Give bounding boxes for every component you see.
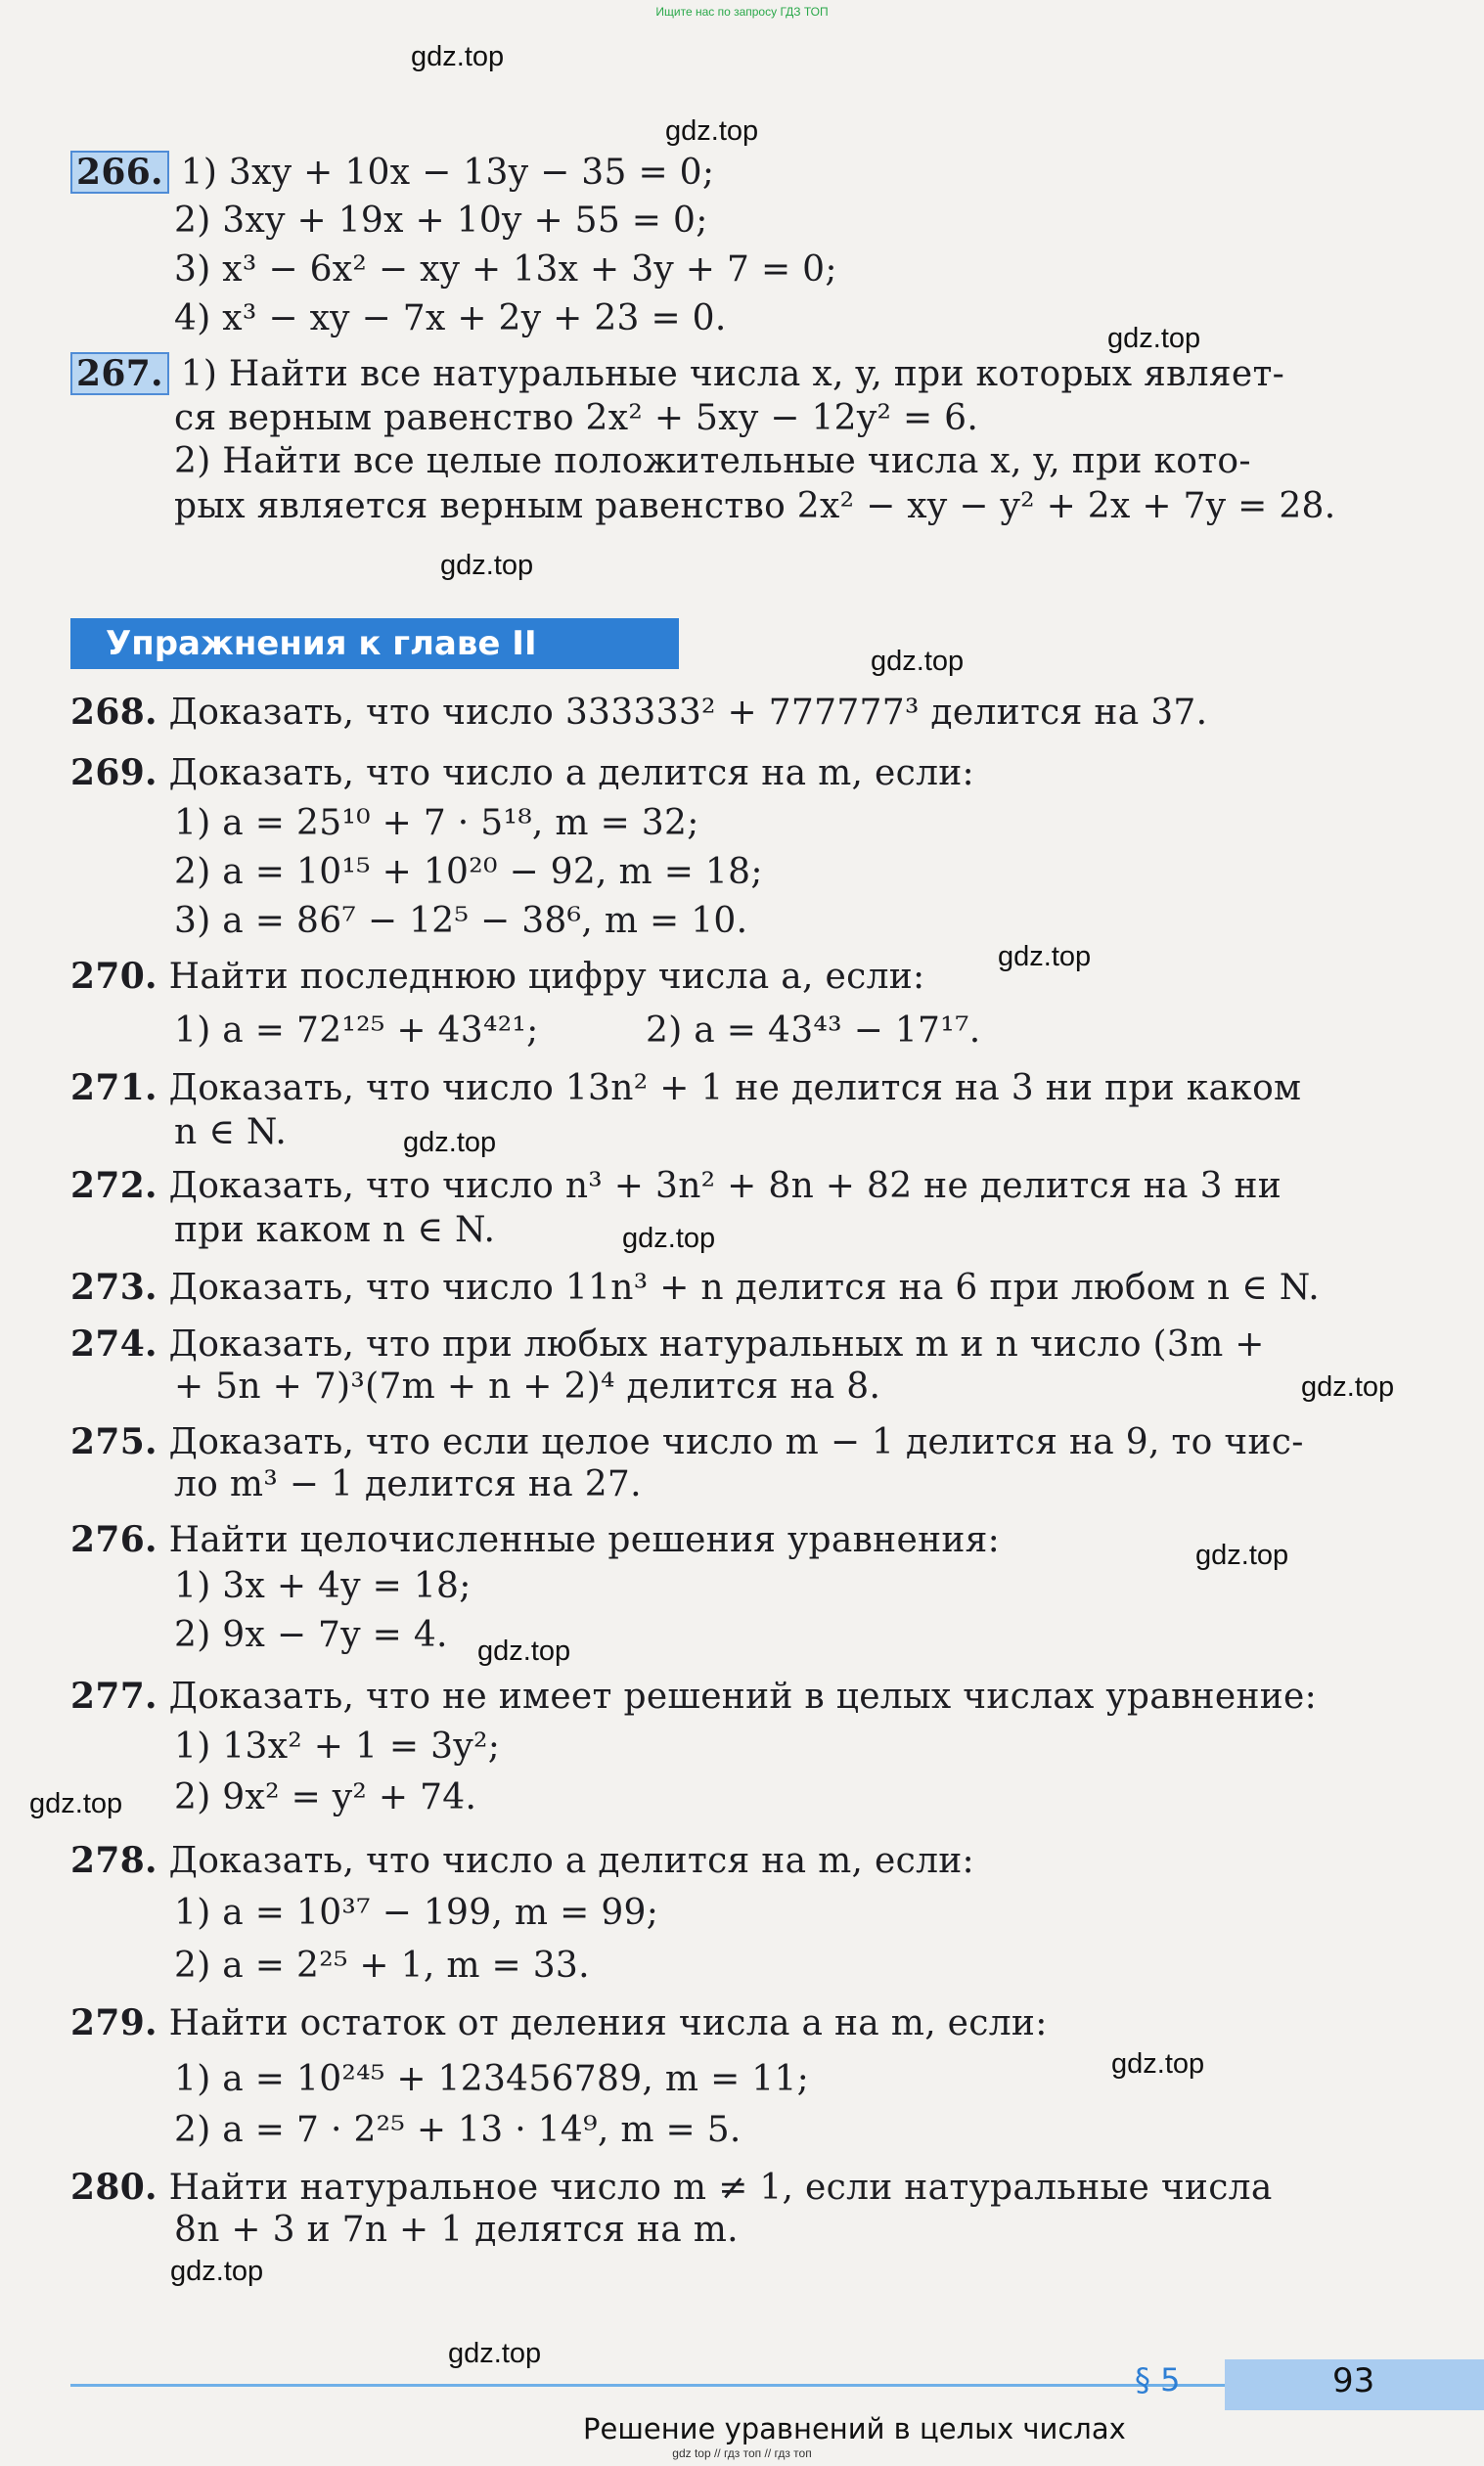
- problem-279-line: 279. Найти остаток от деления числа a на m, если:: [70, 2002, 1048, 2043]
- watermark: gdz.top: [622, 1223, 716, 1254]
- problem-number: 269.: [70, 752, 157, 793]
- problem-276-item: 2) 9x − 7y = 4.: [174, 1615, 448, 1655]
- problem-276-line: 276. Найти целочисленные решения уравнения:: [70, 1519, 1001, 1560]
- problem-269-line: 269. Доказать, что число a делится на m, если:: [70, 752, 974, 793]
- problem-267-line: 267. 1) Найти все натуральные числа x, y, при которых являет-: [70, 352, 1381, 396]
- watermark: gdz.top: [29, 1788, 123, 1819]
- problem-274-line: 274. Доказать, что при любых натуральных m и n число (3m +: [70, 1323, 1265, 1365]
- problem-278-item: 1) a = 10³⁷ − 199, m = 99;: [174, 1893, 659, 1933]
- problem-274-line: + 5n + 7)³(7m + n + 2)⁴ делится на 8.: [174, 1367, 881, 1407]
- problem-270-line: 270. Найти последнюю цифру числа a, если:: [70, 956, 925, 997]
- problem-267-line: рых является верным равенство 2x² − xy − y² + 2x + 7y = 28.: [174, 486, 1336, 526]
- watermark: gdz.top: [477, 1636, 571, 1667]
- problem-number: 278.: [70, 1840, 157, 1881]
- running-title: Решение уравнений в целых числах: [583, 2412, 1126, 2445]
- watermark: gdz.top: [1195, 1540, 1289, 1571]
- problem-267-line: ся верным равенство 2x² + 5xy − 12y² = 6.: [174, 398, 979, 438]
- watermark: gdz.top: [440, 550, 534, 581]
- problem-278-item: 2) a = 2²⁵ + 1, m = 33.: [174, 1946, 590, 1986]
- top-banner: Ищите нас по запросу ГДЗ ТОП: [655, 5, 829, 19]
- problem-279-item: 2) a = 7 · 2²⁵ + 13 · 14⁹, m = 5.: [174, 2110, 742, 2150]
- problem-number: 275.: [70, 1421, 157, 1462]
- problem-number: 280.: [70, 2167, 157, 2208]
- problem-271-line: n ∈ N.: [174, 1112, 288, 1152]
- problem-269-item: 3) a = 86⁷ − 12⁵ − 38⁶, m = 10.: [174, 901, 748, 941]
- watermark: gdz.top: [1107, 323, 1201, 354]
- watermark: gdz.top: [665, 115, 759, 147]
- problem-266-item: 2) 3xy + 19x + 10y + 55 = 0;: [174, 201, 708, 241]
- problem-266-item: 3) x³ − 6x² − xy + 13x + 3y + 7 = 0;: [174, 249, 837, 290]
- problem-275-line: 275. Доказать, что если целое число m − 1 делится на 9, то чис-: [70, 1421, 1304, 1462]
- bottom-banner: gdz top // гдз топ // гдз топ: [672, 2446, 812, 2460]
- problem-270-item: 1) a = 72¹²⁵ + 43⁴²¹;: [174, 1010, 539, 1051]
- problem-271-line: 271. Доказать, что число 13n² + 1 не делится на 3 ни при каком: [70, 1067, 1302, 1108]
- problem-269-item: 1) a = 25¹⁰ + 7 · 5¹⁸, m = 32;: [174, 803, 699, 843]
- problem-number: 273.: [70, 1267, 157, 1308]
- problem-number: 274.: [70, 1323, 157, 1365]
- watermark: gdz.top: [998, 941, 1092, 972]
- problem-269-item: 2) a = 10¹⁵ + 10²⁰ − 92, m = 18;: [174, 852, 763, 892]
- footer-rule: [70, 2384, 1225, 2387]
- problem-279-item: 1) a = 10²⁴⁵ + 123456789, m = 11;: [174, 2059, 810, 2099]
- problem-number: 270.: [70, 956, 157, 997]
- watermark: gdz.top: [1111, 2048, 1205, 2080]
- watermark: gdz.top: [403, 1127, 497, 1158]
- watermark: gdz.top: [170, 2256, 264, 2287]
- watermark: gdz.top: [411, 41, 505, 72]
- problem-272-line: 272. Доказать, что число n³ + 3n² + 8n + 82 не делится на 3 ни: [70, 1165, 1282, 1206]
- problem-number: 268.: [70, 692, 157, 733]
- problem-number: 271.: [70, 1067, 157, 1108]
- problem-number: 277.: [70, 1676, 157, 1717]
- problem-number: 272.: [70, 1165, 157, 1206]
- watermark: gdz.top: [1301, 1371, 1395, 1403]
- problem-280-line: 280. Найти натуральное число m ≠ 1, если натуральные числа: [70, 2167, 1273, 2208]
- section-heading: Упражнения к главе II: [70, 618, 679, 669]
- watermark: gdz.top: [448, 2338, 542, 2369]
- problem-277-item: 2) 9x² = y² + 74.: [174, 1777, 477, 1817]
- problem-276-item: 1) 3x + 4y = 18;: [174, 1566, 472, 1606]
- problem-272-line: при каком n ∈ N.: [174, 1210, 496, 1250]
- problem-280-line: 8n + 3 и 7n + 1 делятся на m.: [174, 2210, 739, 2250]
- problem-270-item: 2) a = 43⁴³ − 17¹⁷.: [646, 1010, 981, 1051]
- problem-278-line: 278. Доказать, что число a делится на m, если:: [70, 1840, 974, 1881]
- problem-273-line: 273. Доказать, что число 11n³ + n делится на 6 при любом n ∈ N.: [70, 1267, 1320, 1308]
- problem-266-line: 266. 1) 3xy + 10x − 13y − 35 = 0;: [70, 151, 1381, 195]
- problem-number: 279.: [70, 2002, 157, 2043]
- problem-266-item: 4) x³ − xy − 7x + 2y + 23 = 0.: [174, 298, 727, 338]
- page-number: 93: [1332, 2361, 1375, 2400]
- problem-number: 267.: [70, 352, 169, 395]
- problem-277-line: 277. Доказать, что не имеет решений в целых числах уравнение:: [70, 1676, 1318, 1717]
- problem-number: 276.: [70, 1519, 157, 1560]
- problem-268-line: 268. Доказать, что число 333333² + 777777³ делится на 37.: [70, 692, 1208, 733]
- watermark: gdz.top: [871, 646, 965, 677]
- problem-number: 266.: [70, 151, 169, 194]
- section-mark: § 5: [1135, 2361, 1181, 2399]
- problem-267-line: 2) Найти все целые положительные числа x, y, при кото-: [174, 441, 1251, 481]
- problem-275-line: ло m³ − 1 делится на 27.: [174, 1464, 642, 1504]
- problem-277-item: 1) 13x² + 1 = 3y²;: [174, 1726, 501, 1767]
